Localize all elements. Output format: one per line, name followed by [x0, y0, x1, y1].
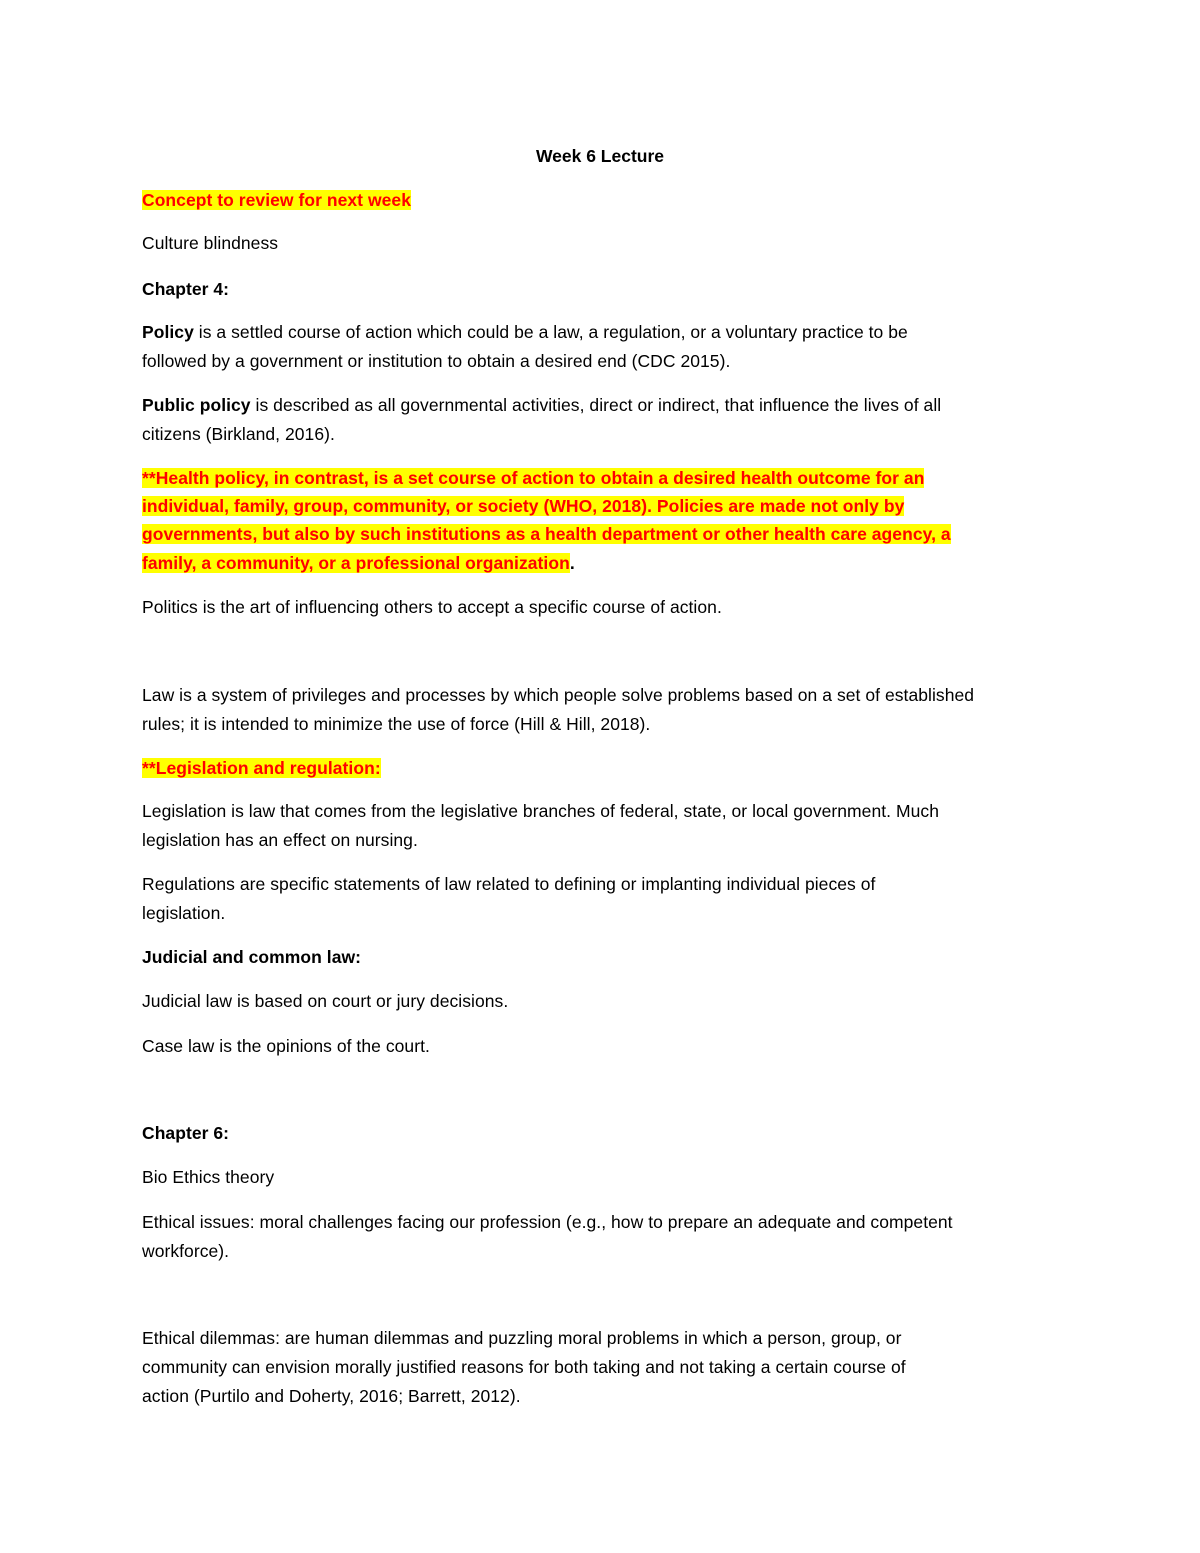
- review-heading: Concept to review for next week: [142, 190, 411, 210]
- health-policy-line-3: [142, 523, 951, 545]
- judicial-law-definition: Judicial law is based on court or jury decisions.: [142, 991, 509, 1011]
- page-title: Week 6 Lecture: [535, 146, 665, 166]
- case-law-definition: Case law is the opinions of the court.: [142, 1036, 430, 1056]
- public-policy-definition-line-1: [142, 394, 941, 416]
- health-policy-text-3: governments, but also by such institutions as a health department or other health care agency, a: [142, 524, 951, 544]
- legislation-definition-line-2: legislation has an effect on nursing.: [142, 830, 418, 850]
- health-policy-text-4: family, a community, or a professional organization: [142, 553, 570, 573]
- review-heading-line: [142, 189, 411, 211]
- ethical-issues-line-2: workforce).: [142, 1241, 230, 1261]
- politics-definition: Politics is the art of influencing others to accept a specific course of action.: [142, 597, 722, 617]
- regulations-definition-line-1: Regulations are specific statements of law related to defining or implanting individual pieces of: [142, 874, 876, 894]
- legislation-heading-line: [142, 757, 381, 779]
- bioethics-theory: Bio Ethics theory: [142, 1167, 275, 1187]
- public-policy-definition-line-2: citizens (Birkland, 2016).: [142, 424, 335, 444]
- policy-definition-line-2: followed by a government or institution to obtain a desired end (CDC 2015).: [142, 351, 731, 371]
- health-policy-line-1: [142, 467, 924, 489]
- ethical-dilemmas-line-2: community can envision morally justified reasons for both taking and not taking a certain course of: [142, 1357, 906, 1377]
- ethical-dilemmas-line-1: Ethical dilemmas: are human dilemmas and puzzling moral problems in which a person, group, or: [142, 1328, 902, 1348]
- health-policy-line-4: [142, 552, 575, 574]
- chapter-4-heading: Chapter 4:: [142, 279, 230, 299]
- review-item: Culture blindness: [142, 233, 279, 253]
- health-policy-text-1: **Health policy, in contrast, is a set course of action to obtain a desired health outcome for an: [142, 468, 925, 488]
- legislation-definition-line-1: Legislation is law that comes from the legislative branches of federal, state, or local government. Much: [142, 801, 939, 821]
- ethical-issues-line-1: Ethical issues: moral challenges facing our profession (e.g., how to prepare an adequate and competent: [142, 1212, 953, 1232]
- health-policy-line-2: [142, 495, 904, 517]
- legislation-heading: **Legislation and regulation:: [142, 758, 381, 778]
- regulations-definition-line-2: legislation.: [142, 903, 226, 923]
- policy-text: is a settled course of action which could be a law, a regulation, or a voluntary practice to be: [193, 322, 908, 342]
- law-definition-line-2: rules; it is intended to minimize the use of force (Hill & Hill, 2018).: [142, 714, 651, 734]
- policy-definition-line-1: [142, 321, 908, 343]
- health-policy-period: .: [569, 553, 575, 573]
- policy-term: Policy: [142, 322, 194, 342]
- public-policy-term: Public policy: [142, 395, 251, 415]
- law-definition-line-1: Law is a system of privileges and processes by which people solve problems based on a set of established: [142, 685, 975, 705]
- ethical-dilemmas-line-3: action (Purtilo and Doherty, 2016; Barrett, 2012).: [142, 1386, 521, 1406]
- judicial-heading: Judicial and common law:: [142, 947, 362, 967]
- chapter-6-heading: Chapter 6:: [142, 1123, 230, 1143]
- public-policy-text: is described as all governmental activities, direct or indirect, that influence the lives of all: [250, 395, 942, 415]
- health-policy-text-2: individual, family, group, community, or society (WHO, 2018). Policies are made not only by: [142, 496, 905, 516]
